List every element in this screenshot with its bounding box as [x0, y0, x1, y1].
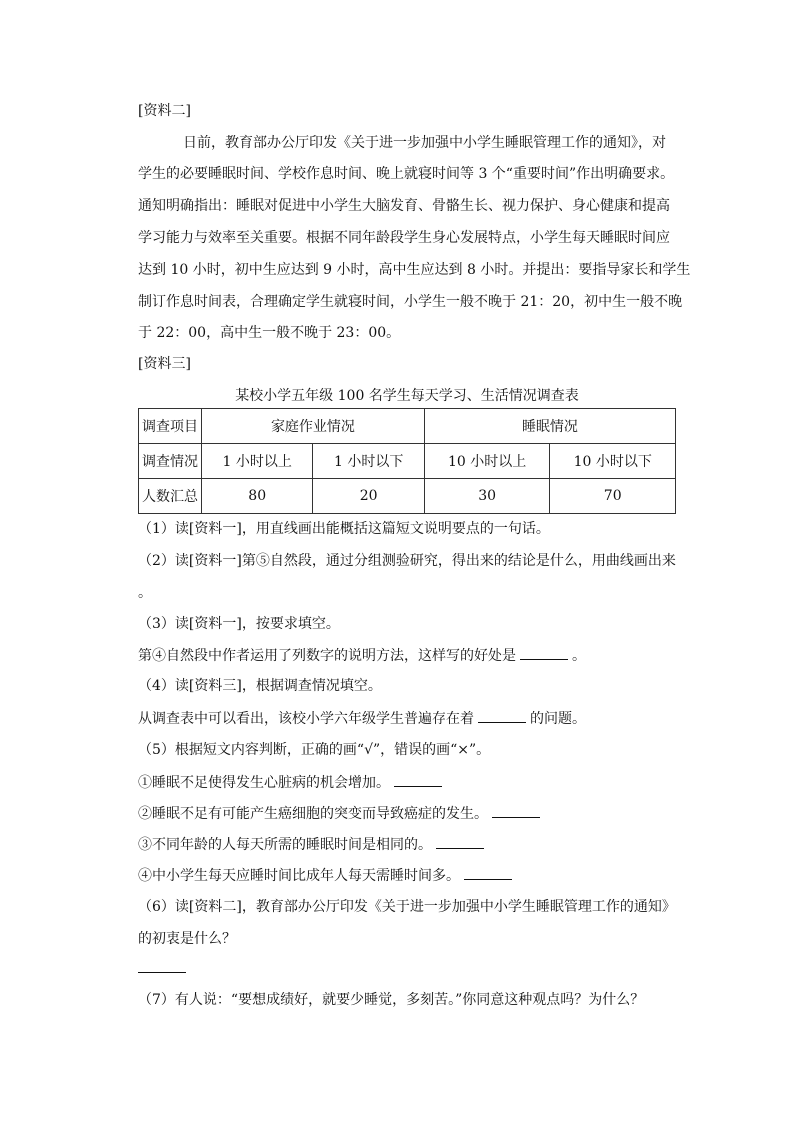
survey-table — [138, 408, 676, 514]
section2-line-1: 日前，教育部办公厅印发《关于进一步加强中小学生睡眠管理工作的通知》，对 — [183, 135, 666, 151]
answer-blank[interactable] — [394, 772, 442, 787]
table-cell: 70 — [550, 479, 676, 514]
question-3-fill-end: 。 — [572, 648, 586, 664]
table-header-cell: 调查项目 — [139, 409, 202, 444]
table-header-cell: 调查情况 — [139, 444, 202, 479]
section2-line-6: 制订作息时间表，合理确定学生就寝时间，小学生一般不晚于 21：20，初中生一般不晚 — [138, 294, 683, 310]
judgement-item — [138, 772, 446, 793]
section3-label: [资料三] — [138, 356, 191, 372]
table-caption: 某校小学五年级 100 名学生每天学习、生活情况调查表 — [235, 388, 579, 404]
question-4-fill-end: 的问题。 — [530, 711, 586, 727]
question-2-end: 。 — [138, 585, 152, 601]
section2-line-2: 学生的必要睡眠时间、学校作息时间、晚上就寝时间等 3 个“重要时间”作出明确要求。 — [138, 166, 675, 182]
question-6-cont: 的初衷是什么？ — [138, 931, 236, 947]
question-4: （4）读[资料三]，根据调查情况填空。 — [138, 678, 382, 694]
table-group-header: 家庭作业情况 — [202, 409, 425, 444]
section2-line-5: 达到 10 小时，初中生应达到 9 小时，高中生应达到 8 小时。并提出：要指导家长和学生 — [138, 262, 691, 278]
section2-line-7: 于 22：00，高中生一般不晚于 23：00。 — [138, 325, 401, 341]
table-cell: 10 小时以下 — [550, 444, 676, 479]
judgement-item — [138, 834, 488, 855]
table-cell: 10 小时以上 — [424, 444, 550, 479]
judgement-item — [138, 803, 544, 824]
question-7: （7）有人说：“要想成绩好，就要少睡觉，多刻苦。”你同意这种观点吗？为什么？ — [138, 992, 645, 1008]
judgement-item-text: ①睡眠不足使得发生心脏病的机会增加。 — [138, 775, 390, 791]
judgement-item-text: ③不同年龄的人每天所需的睡眠时间是相同的。 — [138, 837, 432, 853]
question-3-fill-text: 第④自然段中作者运用了列数字的说明方法，这样写的好处是 — [138, 648, 516, 664]
table-row — [139, 444, 676, 479]
question-4-fill — [138, 708, 586, 729]
answer-blank[interactable] — [436, 834, 484, 849]
question-3-fill — [138, 645, 586, 666]
judgement-item-text: ②睡眠不足有可能产生癌细胞的突变而导致癌症的发生。 — [138, 806, 488, 822]
question-3: （3）读[资料一]，按要求填空。 — [138, 616, 340, 632]
question-5: （5）根据短文内容判断，正确的画“√”，错误的画“×”。 — [138, 742, 491, 758]
section2-line-3: 通知明确指出：睡眠对促进中小学生大脑发育、骨骼生长、视力保护、身心健康和提高 — [138, 198, 670, 214]
table-cell: 20 — [313, 479, 424, 514]
answer-blank[interactable] — [492, 803, 540, 818]
section2-label: [资料二] — [138, 103, 191, 119]
answer-blank[interactable] — [138, 958, 186, 973]
section2-line-4: 学习能力与效率至关重要。根据不同年龄段学生身心发展特点，小学生每天睡眠时间应 — [138, 230, 670, 246]
table-cell: 1 小时以上 — [202, 444, 313, 479]
answer-blank[interactable] — [464, 865, 512, 880]
judgement-item-text: ④中小学生每天应睡时间比成年人每天需睡时间多。 — [138, 868, 460, 884]
table-cell: 80 — [202, 479, 313, 514]
answer-blank[interactable] — [520, 645, 568, 660]
table-row — [139, 409, 676, 444]
table-cell: 30 — [424, 479, 550, 514]
question-6-answer-line — [138, 958, 190, 979]
judgement-item — [138, 865, 516, 886]
table-cell: 1 小时以下 — [313, 444, 424, 479]
table-row — [139, 479, 676, 514]
table-header-cell: 人数汇总 — [139, 479, 202, 514]
question-4-fill-text: 从调查表中可以看出，该校小学六年级学生普遍存在着 — [138, 711, 474, 727]
question-2: （2）读[资料一]第⑤自然段，通过分组测验研究，得出来的结论是什么，用曲线画出来 — [138, 553, 676, 569]
question-6: （6）读[资料二]，教育部办公厅印发《关于进一步加强中小学生睡眠管理工作的通知》 — [138, 899, 676, 915]
table-group-header: 睡眠情况 — [424, 409, 675, 444]
question-1: （1）读[资料一]，用直线画出能概括这篇短文说明要点的一句话。 — [138, 521, 550, 537]
answer-blank[interactable] — [478, 708, 526, 723]
